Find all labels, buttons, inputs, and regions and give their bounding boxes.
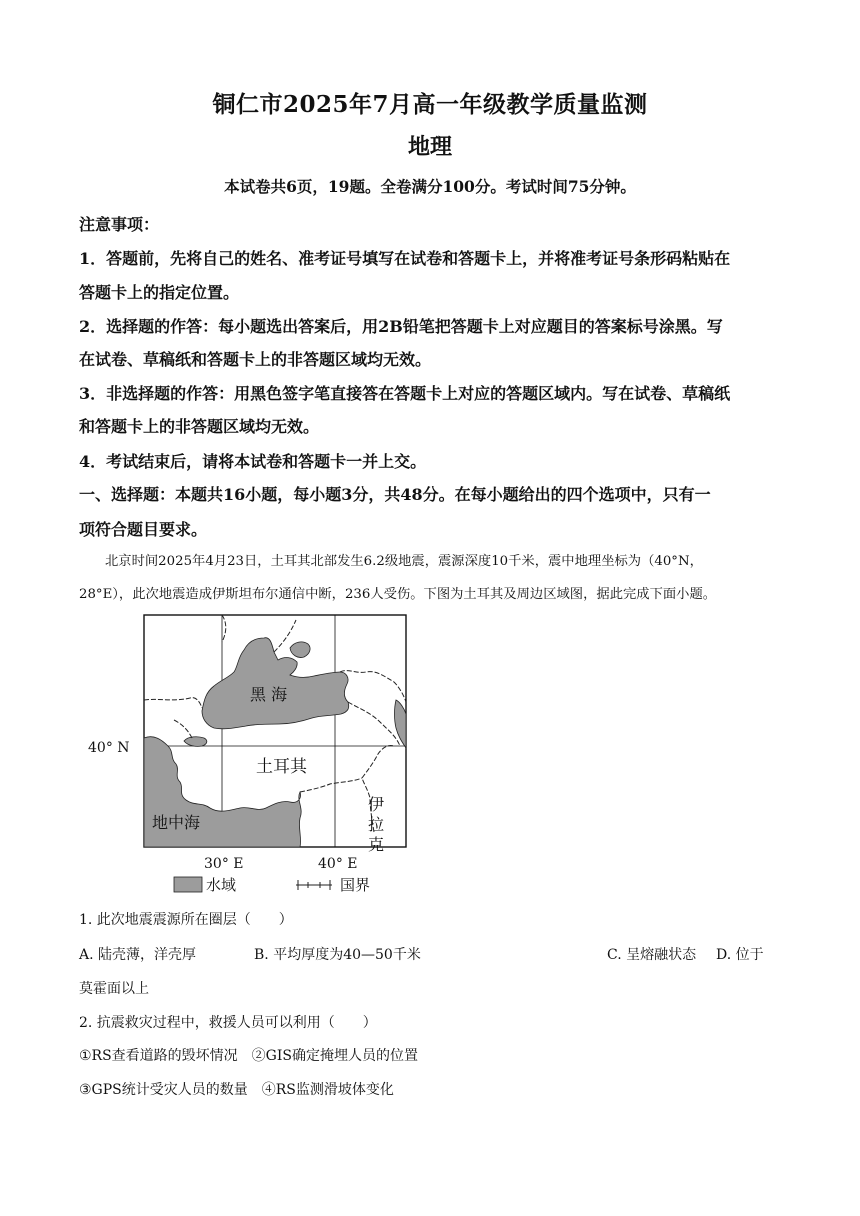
notice-heading: 注意事项： — [79, 215, 160, 234]
notice-item-1-line-2: 答题卡上的指定位置。 — [79, 283, 240, 302]
question-1-option-b: B. 平均厚度为40—50千米 — [254, 947, 421, 963]
legend-border-label: 国界 — [340, 876, 371, 894]
subject-title: 地理 — [407, 134, 452, 160]
notice-item-3-line-2: 和答题卡上的非答题区域均无效。 — [79, 417, 320, 436]
question-2-choices-line-1: ①RS查看道路的毁坏情况 ②GIS确定掩埋人员的位置 — [79, 1048, 418, 1064]
map-label-iraq-char-3: 克 — [368, 835, 385, 854]
exam-title: 铜仁市2025年7月高一年级教学质量监测 — [212, 91, 648, 118]
legend-water-label: 水域 — [206, 876, 237, 894]
legend-water-swatch — [174, 877, 202, 892]
lon-label-30e: 30° E — [204, 856, 244, 872]
question-1-option-d-continued: 莫霍面以上 — [79, 981, 149, 997]
section-heading-line-2: 项符合题目要求。 — [79, 520, 208, 539]
question-1-option-a: A. 陆壳薄，洋壳厚 — [79, 947, 197, 963]
section-heading-line-1: 一、选择题：本题共16小题，每小题3分，共48分。在每小题给出的四个选项中，只有一 — [79, 485, 711, 504]
exam-info: 本试卷共6页，19题。全卷满分100分。考试时间75分钟。 — [224, 177, 636, 196]
intro-line-1: 北京时间2025年4月23日，土耳其北部发生6.2级地震，震源深度10千米，震中地理坐标为（40°N， — [105, 554, 703, 569]
lon-label-40e: 40° E — [318, 856, 358, 872]
turkey-region-map — [78, 612, 413, 902]
notice-item-4: 4．考试结束后，请将本试卷和答题卡一并上交。 — [79, 452, 427, 471]
question-1-option-d: D. 位于 — [716, 947, 764, 963]
map-label-mediterranean: 地中海 — [152, 813, 201, 832]
question-2-stem: 2. 抗震救灾过程中，救援人员可以利用（ ） — [79, 1015, 377, 1031]
question-2-choices-line-2: ③GPS统计受灾人员的数量 ④RS监测滑坡体变化 — [79, 1082, 394, 1098]
question-1-stem: 1. 此次地震震源所在圈层（ ） — [79, 912, 293, 928]
intro-line-2: 28°E），此次地震造成伊斯坦布尔通信中断，236人受伤。下图为土耳其及周边区域图，据此完成下面小题。 — [79, 587, 717, 602]
map-label-iraq-char-2: 拉 — [368, 815, 385, 834]
map-label-black-sea: 黑 海 — [250, 685, 288, 704]
question-1-option-c: C. 呈熔融状态 — [607, 947, 697, 963]
notice-item-1-line-1: 1．答题前，先将自己的姓名、准考证号填写在试卷和答题卡上，并将准考证号条形码粘贴在 — [79, 249, 731, 268]
notice-item-3-line-1: 3．非选择题的作答：用黑色签字笔直接答在答题卡上对应的答题区域内。写在试卷、草稿纸 — [79, 384, 731, 403]
notice-item-2-line-2: 在试卷、草稿纸和答题卡上的非答题区域均无效。 — [79, 350, 432, 369]
legend-border-symbol — [296, 880, 332, 890]
lat-label-40n: 40° N — [88, 740, 130, 756]
notice-item-2-line-1: 2．选择题的作答：每小题选出答案后，用2B铅笔把答题卡上对应题目的答案标号涂黑。写 — [79, 317, 723, 336]
map-label-turkey: 土耳其 — [256, 757, 307, 777]
map-label-iraq-char-1: 伊 — [368, 795, 385, 814]
